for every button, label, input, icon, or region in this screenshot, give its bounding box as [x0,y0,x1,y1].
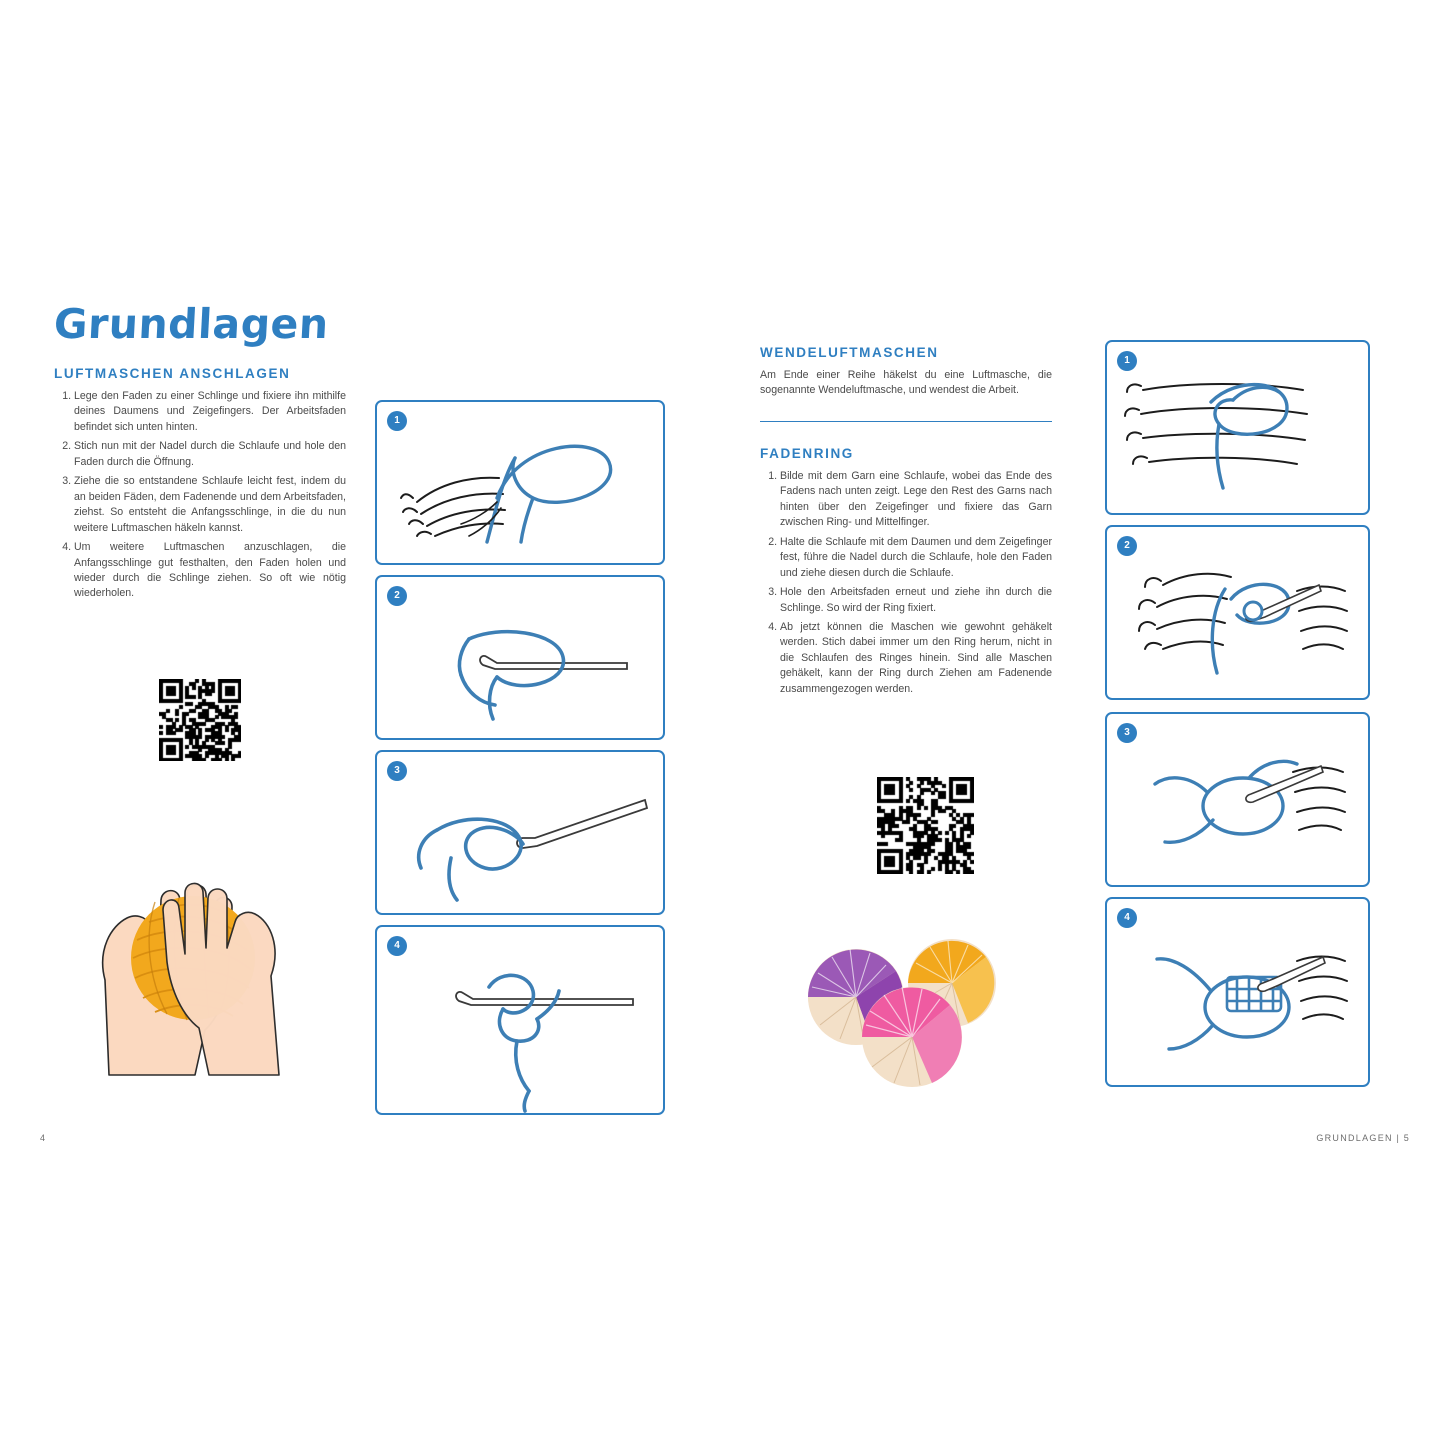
panel-number: 4 [387,936,407,956]
section-divider [760,421,1052,422]
qr-code-fadenring[interactable] [873,773,986,886]
list-item: 3. Ziehe die so entstandene Schlaufe leicht fest, indem du an beiden Fäden, dem Fadenende und dem Arbeitsfaden, ziehst. So entsteht die Anfangsschlinge, in die du nun weitere Luftmaschen häkeln kannst. [74,474,346,536]
panel-number: 4 [1117,908,1137,928]
folio-left: 4 [40,1133,47,1143]
list-item: 2. Stich nun mit der Nadel durch die Schlaufe und hole den Faden durch die Öffnung. [74,439,346,470]
illustration-panel-fadenring-3 [1105,712,1370,887]
section-heading-fadenring: FADENRING [760,445,854,461]
photo-drei-wollknaeuel [800,925,1015,1090]
list-item: 4. Um weitere Luftmaschen anzuschlagen, die Anfangsschlinge gut festhalten, den Faden holen und wieder durch die Schlinge ziehen. So oft wie nötig wiederholen. [74,540,346,602]
list-item: 1. Lege den Faden zu einer Schlinge und fixiere ihn mithilfe deines Daumens und Zeigefingers. Der Arbeitsfaden befindet sich unten hinten. [74,389,346,435]
panel-number: 1 [1117,351,1137,371]
panel-number: 2 [1117,536,1137,556]
section-heading-wendeluftmaschen: WENDELUFTMASCHEN [760,345,939,360]
page-title: Grundlagen [52,300,330,348]
panel-number: 2 [387,586,407,606]
illustration-panel-fadenring-4 [1105,897,1370,1087]
illustration-panel-fadenring-2 [1105,525,1370,700]
illustration-panel-fadenring-1 [1105,340,1370,515]
panel-number: 1 [387,411,407,431]
left-text-column [54,366,346,602]
photo-haende-wollknaeuel [75,830,305,1080]
steps-list-fadenring [760,469,1052,697]
folio-label: GRUNDLAGEN [1316,1133,1393,1143]
folio-right [1316,1133,1410,1143]
qr-code-luftmaschen[interactable] [155,675,253,773]
illustration-panel-luftmaschen-4 [375,925,665,1115]
illustration-panel-luftmaschen-2 [375,575,665,740]
list-item: 2. Halte die Schlaufe mit dem Daumen und dem Zeigefinger fest, führe die Nadel durch die Schlaufe, hole den Faden und ziehe diesen durch die Schlaufe. [780,535,1052,581]
illustration-panel-luftmaschen-3 [375,750,665,915]
panel-number: 3 [387,761,407,781]
section-heading-luftmaschen: LUFTMASCHEN ANSCHLAGEN [54,366,291,381]
list-item: 4. Ab jetzt können die Maschen wie gewohnt gehäkelt werden. Stich dabei immer um den Ring herum, nicht in die Schlaufen des Ringes hinein. Sind alle Maschen gehäkelt, kann der Ring durch Ziehen am Fadenende zusammengezogen werden. [780,620,1052,697]
folio-separator: | [1396,1133,1401,1143]
right-text-column [760,345,1052,697]
illustration-panel-luftmaschen-1 [375,400,665,565]
paragraph-wendeluftmaschen: Am Ende einer Reihe häkelst du eine Luftmasche, die sogenannte Wendeluftmasche, und wendest die Arbeit. [760,369,1052,397]
list-item: 3. Hole den Arbeitsfaden erneut und ziehe ihn durch die Schlinge. So wird der Ring fixiert. [780,585,1052,616]
steps-list-luftmaschen [54,389,346,602]
folio-page-number: 5 [1403,1133,1410,1143]
list-item: 1. Bilde mit dem Garn eine Schlaufe, wobei das Ende des Fadens nach unten zeigt. Lege den Rest des Garns nach hinten über den Zeigefinger und fixiere das Garn zwischen Ring- und Mittelfinger. [780,469,1052,531]
panel-number: 3 [1117,723,1137,743]
